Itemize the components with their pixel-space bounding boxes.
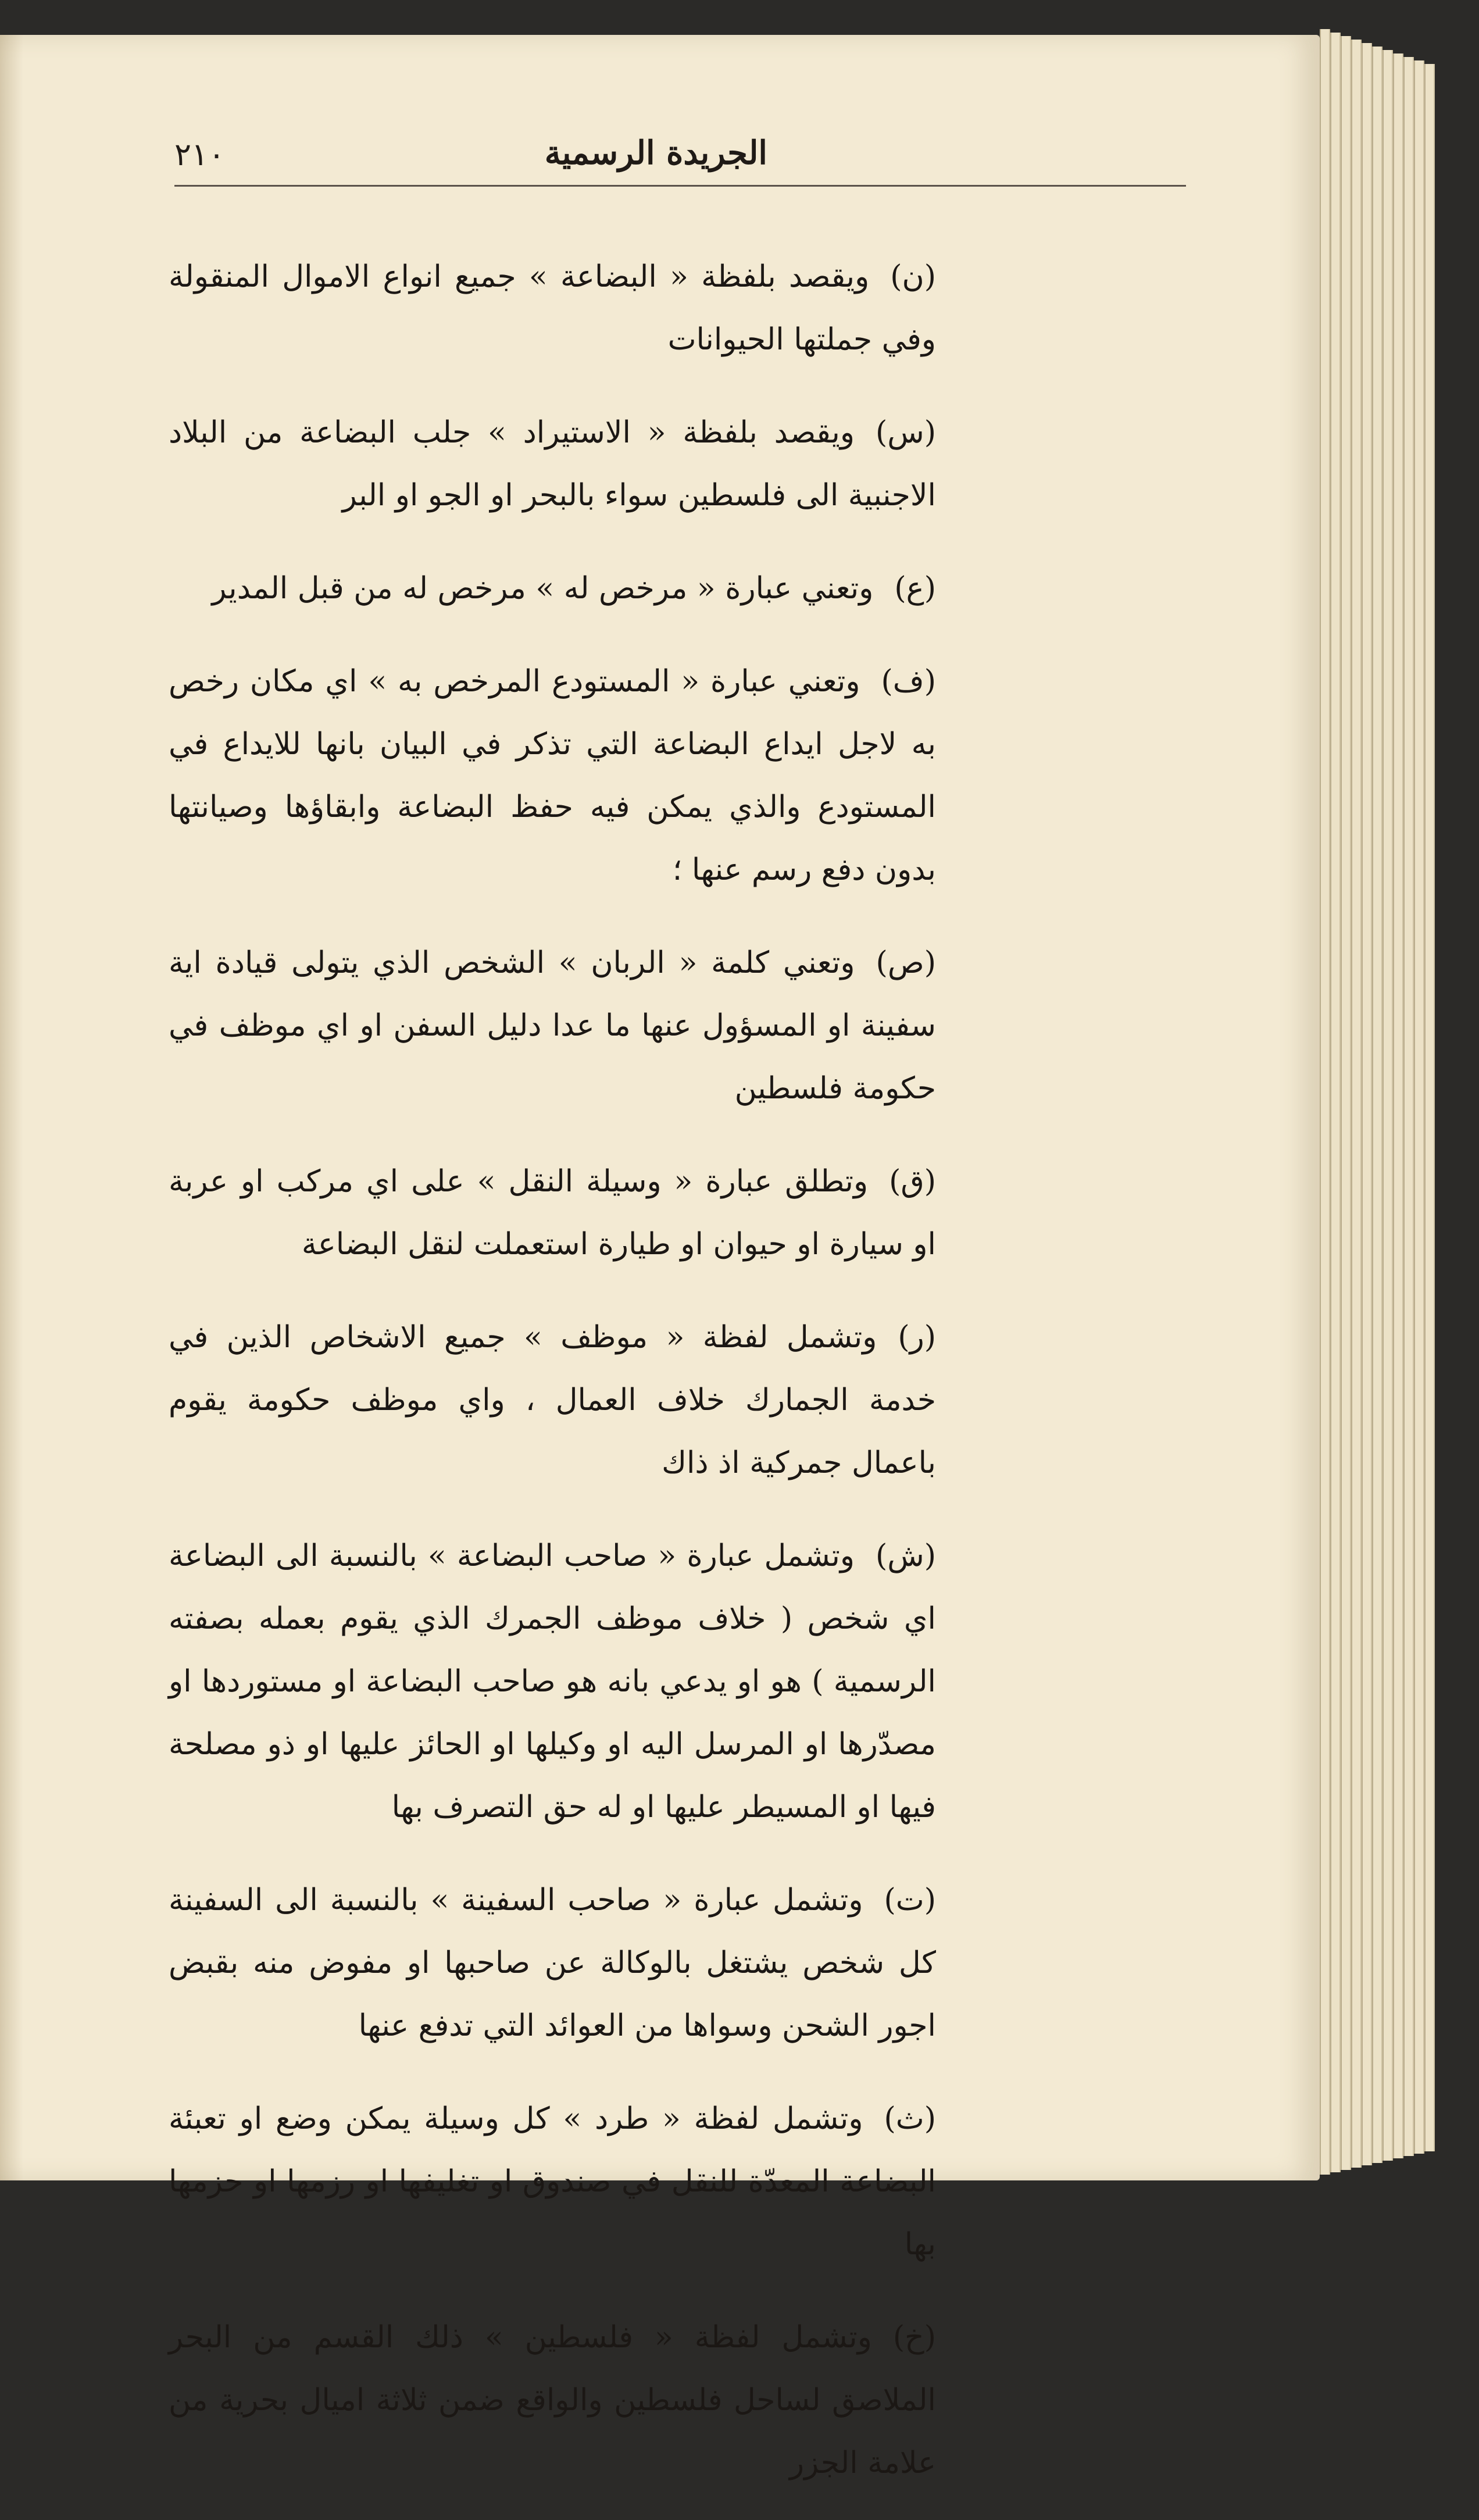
paragraph-letter: (خ) — [892, 2320, 936, 2355]
paragraph-letter: (ش) — [875, 1539, 936, 1573]
header-title: الجريدة الرسمية — [544, 134, 767, 172]
paragraph-letter: (ف) — [881, 664, 936, 699]
paragraph-fa — [169, 650, 936, 901]
document-body — [169, 215, 936, 2520]
page-edge — [1330, 33, 1341, 2172]
page-edge — [1341, 36, 1351, 2170]
paragraph-text: وتطلق عبارة « وسيلة النقل » على اي مركب او عربة او سيارة او حيوان او طيارة استعملت لنقل البضاعة — [169, 1164, 936, 1262]
paragraph-text: وتشمل لفظة « طرد » كل وسيلة يمكن وضع او تعبئة البضاعة المعدّة للنقل في صندوق او تغليفها او رزمها او حزمها بها — [169, 2101, 936, 2262]
paragraph-text: وتشمل عبارة « صاحب السفينة » بالنسبة الى السفينة كل شخص يشتغل بالوكالة عن صاحبها او مفوض منه بقبض اجور الشحن وسواها من العوائد التي تدفع عنها — [169, 1883, 936, 2043]
paragraph-shin — [169, 1525, 936, 1839]
paragraph-text: وتشمل لفظة « فلسطين » ذلك القسم من البحر الملاصق لساحل فلسطين والواقع ضمن ثلاثة اميال بحرية من علامة الجزر — [169, 2320, 936, 2480]
paragraph-sin — [169, 401, 936, 527]
gutter-shadow — [0, 35, 23, 2180]
paragraph-letter: (ق) — [889, 1164, 936, 1199]
paragraph-ta — [169, 1869, 936, 2057]
page-edge — [1351, 40, 1362, 2168]
paragraph-ain — [169, 557, 936, 620]
paragraph-text: وتشمل عبارة « صاحب البضاعة » بالنسبة الى البضاعة اي شخص ( خلاف موظف الجمرك الذي يقوم بعمله بصفته الرسمية ) هو او يدعي بانه هو صاحب البضاعة او مستوردها او مصدّرها او المرسل اليه او وكيلها او الحائز عليها او ذو مصلحة فيها او المسيطر عليها او له حق التصرف بها — [169, 1539, 936, 1825]
paragraph-text: وتعني كلمة « الربان » الشخص الذي يتولى قيادة اية سفينة او المسؤول عنها ما عدا دليل السفن او اي موظف في حكومة فلسطين — [169, 945, 936, 1106]
paragraph-kha — [169, 2306, 936, 2494]
paragraph-letter: (ت) — [884, 1883, 936, 1918]
paragraph-letter: (ن) — [890, 259, 936, 294]
paragraph-letter: (س) — [875, 415, 936, 450]
page-edge — [1424, 64, 1435, 2151]
paragraph-letter: (ص) — [876, 945, 936, 980]
paragraph-letter: (ر) — [898, 1320, 936, 1355]
page-edge — [1403, 57, 1414, 2156]
header-rule — [174, 185, 1186, 187]
paragraph-text: ويقصد بلفظة « الاستيراد » جلب البضاعة من البلاد الاجنبية الى فلسطين سواء بالبحر او الجو او البر — [169, 415, 936, 513]
page-edge — [1393, 53, 1403, 2158]
page-header — [174, 122, 1186, 180]
paragraph-text: وتشمل لفظة « موظف » جميع الاشخاص الذين في خدمة الجمارك خلاف العمال ، واي موظف حكومة يقوم باعمال جمركية اذ ذاك — [169, 1320, 936, 1480]
page-edge — [1382, 50, 1393, 2161]
page-number: ٢١٠ — [174, 136, 226, 173]
paragraph-tha — [169, 2087, 936, 2276]
paragraph-nun — [169, 245, 936, 371]
page-edge — [1320, 29, 1330, 2175]
page-edge — [1362, 43, 1372, 2165]
paragraph-text: ويقصد بلفظة « البضاعة » جميع انواع الاموال المنقولة وفي جملتها الحيوانات — [169, 259, 936, 357]
paragraph-qaf — [169, 1150, 936, 1276]
paragraph-ra — [169, 1306, 936, 1494]
paragraph-letter: (ع) — [894, 571, 936, 606]
page-edge — [1372, 47, 1382, 2163]
paragraph-letter: (ث) — [884, 2101, 936, 2136]
paragraph-sad — [169, 931, 936, 1120]
paragraph-text: وتعني عبارة « مرخص له » مرخص له من قبل المدير — [212, 571, 874, 606]
paragraph-text: وتعني عبارة « المستودع المرخص به » اي مكان رخص به لاجل ايداع البضاعة التي تذكر في البيان بانها للايداع في المستودع والذي يمكن فيه حفظ البضاعة وابقاؤها وصيانتها بدون دفع رسم عنها ؛ — [169, 664, 936, 887]
page-edge — [1414, 60, 1424, 2154]
